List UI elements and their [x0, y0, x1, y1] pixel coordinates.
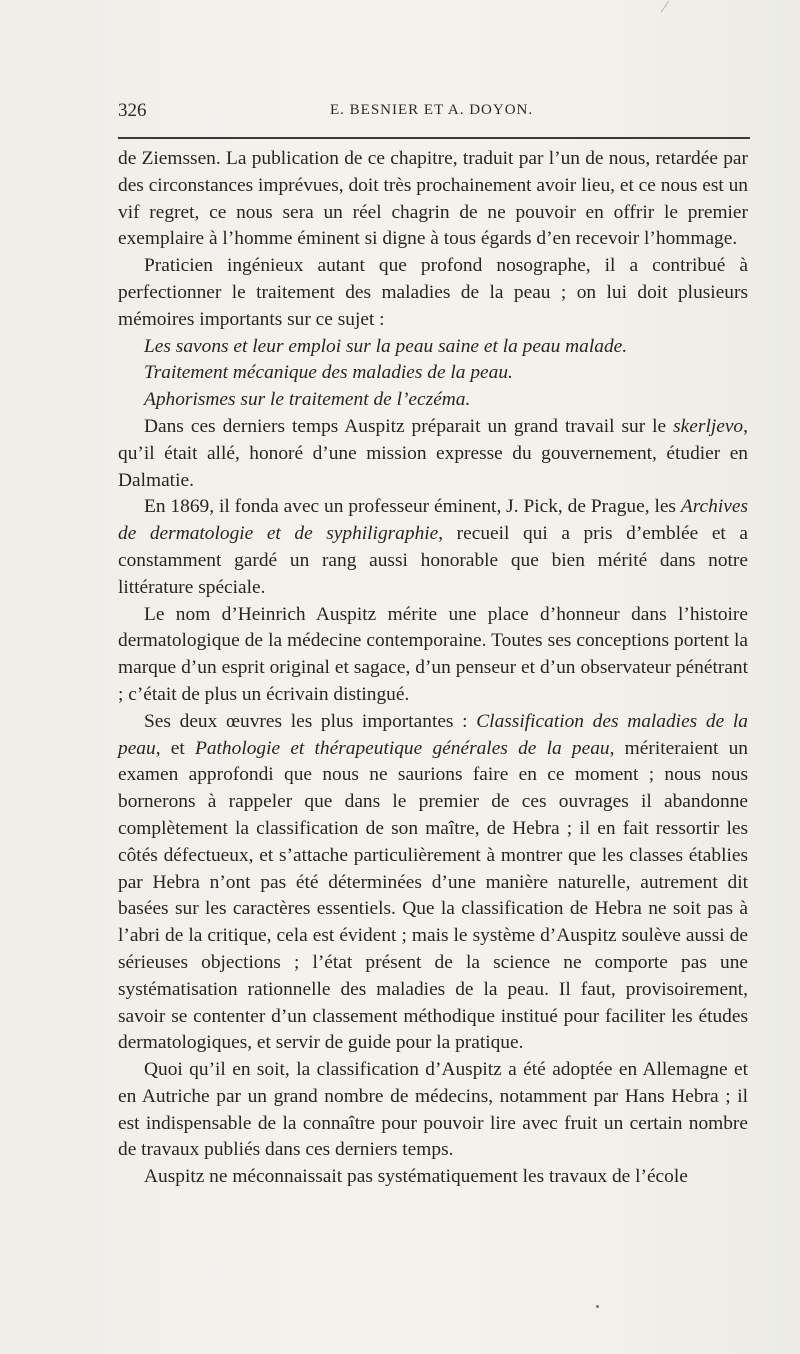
cited-work-title: Traitement mécanique des maladies de la peau.: [144, 362, 513, 384]
paragraph: [118, 494, 748, 601]
text-run: , et: [155, 737, 195, 759]
text-run: Dans ces derniers temps Auspitz préparait un grand travail sur le: [144, 415, 674, 437]
paragraph: [118, 414, 748, 494]
italic-journal-title: Archives de dermatologie et de syphiligraphie: [118, 496, 748, 545]
paper-speck: [596, 1305, 599, 1308]
cited-work-title: Aphorismes sur le traitement de l’eczéma.: [144, 389, 471, 411]
text-run: , recueil qui a pris d’emblée et a constamment gardé un rang aussi honorable que bien mérité dans notre littérature spéciale.: [118, 523, 748, 598]
text-run: , qu’il était allé, honoré d’une mission expresse du gouvernement, étudier en Dalmatie.: [118, 415, 748, 491]
cited-work-title: Les savons et leur emploi sur la peau saine et la peau malade.: [144, 335, 628, 357]
page-number: 326: [118, 100, 147, 121]
text-run: de Ziemssen. La publication de ce chapitre, traduit par l’un de nous, retardée par des circonstances imprévues, doit très prochainement avoir lieu, et ce nous est un vif regret, ce nous sera un réel chagrin de ne pouvoir en offrir le premier exemplaire à l’homme éminent si digne à tous égards d’en recevoir l’hommage.: [118, 148, 748, 250]
text-run: Quoi qu’il en soit, la classification d’Auspitz a été adoptée en Allemagne et en Autriche par un grand nombre de médecins, notamment par Hans Hebra ; il est indispensable de la connaître pour pouvoir lire avec fruit un certain nombre de travaux publiés dans ces derniers temps.: [118, 1059, 748, 1161]
italic-term: skerljevo: [673, 415, 744, 437]
text-run: , mériteraient un examen approfondi que nous ne saurions faire en ce moment ; nous nous bornerons à rappeler que dans le premier de ces ouvrages il abandonne complètement la classification de son maître, de Hebra ; il en fait ressortir les côtés défectueux, et s’attache particulièrement à montrer que les classes établies par Hebra n’ont pas été déterminées d’une manière naturelle, autrement dit basées sur les caractères essentiels. Que la classification de Hebra ne soit pas à l’abri de la critique, cela est évident ; mais le système d’Auspitz soulève aussi de sérieuses objections ; l’état présent de la science ne comporte pas une systématisation rationnelle des maladies de la peau. Il faut, provisoirement, savoir se contenter d’un classement méthodique institué pour faciliter les études dermatologiques, et servir de guide pour la pratique.: [118, 737, 748, 1054]
text-run: Ses deux œuvres les plus importantes :: [144, 710, 477, 732]
page-header: [118, 100, 748, 134]
running-head: E. BESNIER ET A. DOYON.: [330, 102, 534, 118]
italic-work-title: Classification des maladies de la peau: [118, 710, 748, 759]
paragraph: [118, 1164, 748, 1191]
paragraph: [118, 253, 748, 333]
stray-pencil-mark: [661, 0, 670, 12]
italic-work-title: Pathologie et thérapeutique générales de la peau: [195, 737, 610, 759]
body-text: [118, 146, 748, 1191]
paragraph: [118, 1057, 748, 1164]
header-rule: [118, 137, 750, 139]
text-run: En 1869, il fonda avec un professeur éminent, J. Pick, de Prague, les: [144, 496, 681, 518]
text-run: Auspitz ne méconnaissait pas systématiquement les travaux de l’école: [144, 1166, 688, 1188]
text-run: Le nom d’Heinrich Auspitz mérite une place d’honneur dans l’histoire dermatologique de la médecine contemporaine. Toutes ses conceptions portent la marque d’un esprit original et sagace, d’un penseur et d’un observateur pénétrant ; c’était de plus un écrivain distingué.: [118, 603, 748, 705]
paragraph: [118, 709, 748, 1057]
text-run: Praticien ingénieux autant que profond nosographe, il a contribué à perfectionner le traitement des maladies de la peau ; on lui doit plusieurs mémoires importants sur ce sujet :: [118, 255, 748, 330]
paragraph: [118, 602, 748, 709]
paragraph: [118, 146, 748, 253]
